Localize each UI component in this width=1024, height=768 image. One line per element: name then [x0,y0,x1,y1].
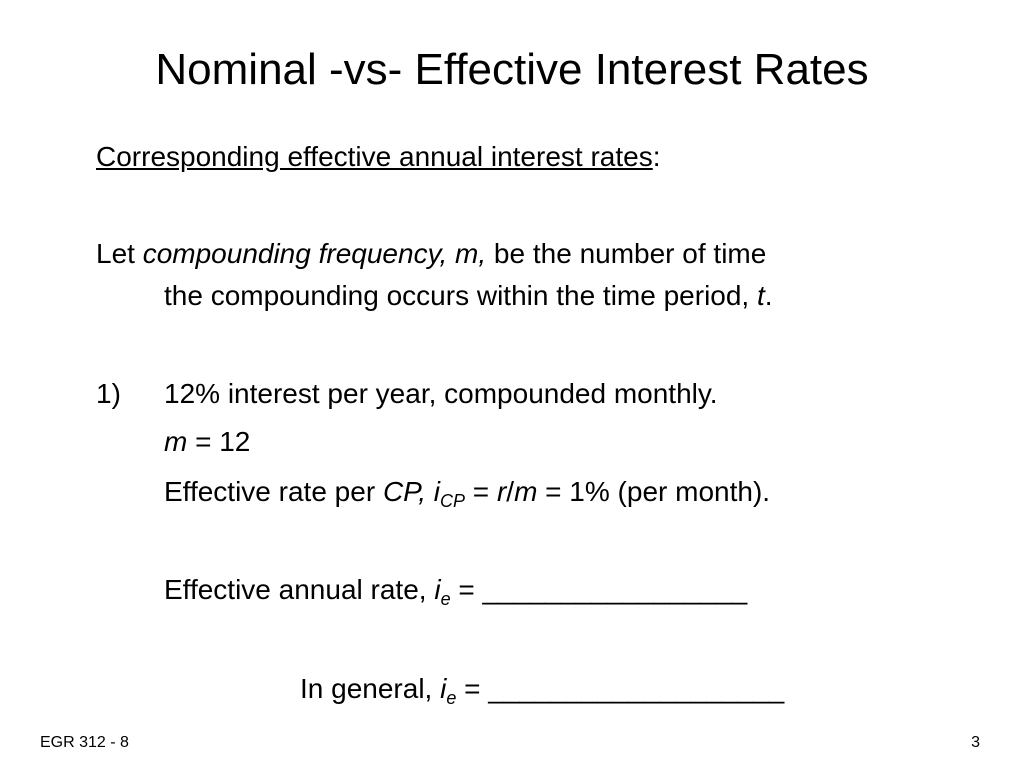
m-variable: m [164,426,188,457]
definition-suffix: be the number of time [486,238,767,269]
footer-course-label: EGR 312 - 8 [40,734,129,751]
general-subscript: e [446,688,457,708]
definition-period-var: t [757,280,765,311]
annual-rate-line [164,573,747,607]
cp-rate-r: r [496,476,507,507]
section-heading-text: Corresponding effective annual interest rates [96,141,653,172]
section-heading-colon: : [652,141,661,172]
definition-prefix: Let [96,238,143,269]
section-heading [96,140,661,174]
definition-term: compounding frequency, m, [142,238,487,269]
annual-rate-subscript: e [440,589,451,609]
general-symbol: i [440,673,447,704]
cp-rate-symbol: CP, i [382,476,441,507]
cp-rate-slash: / [506,476,515,507]
annual-rate-symbol: i [434,574,441,605]
cp-rate-line [164,475,770,509]
cp-rate-equals: = [465,476,497,507]
slide-title: Nominal -vs- Effective Interest Rates [155,45,869,94]
item-1-marker: 1) [96,378,121,409]
general-prefix: In general, [300,673,441,704]
m-equation [164,425,250,459]
cp-rate-result: = 1% (per month). [537,476,771,507]
definition-line-2 [164,279,773,313]
cp-rate-prefix: Effective rate per [164,476,383,507]
cp-rate-m: m [514,476,538,507]
item-1-text: 12% interest per year, compounded monthly. [164,378,718,409]
footer-page-number: 3 [971,734,980,751]
annual-rate-prefix: Effective annual rate, [164,574,435,605]
general-blank: = ___________________ [456,673,785,704]
cp-rate-subscript: CP [440,491,466,511]
annual-rate-blank: = _________________ [450,574,748,605]
m-value: = 12 [187,426,251,457]
general-formula-line [300,672,784,706]
definition-line-2-end: . [764,280,773,311]
definition-line-2-text: the compounding occurs within the time period, [164,280,757,311]
definition-line-1 [96,237,766,271]
